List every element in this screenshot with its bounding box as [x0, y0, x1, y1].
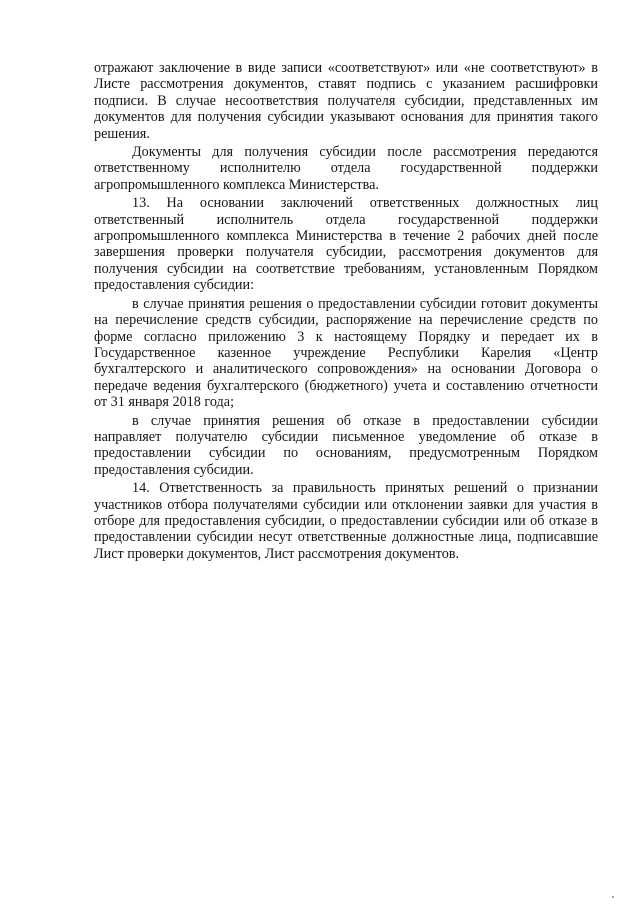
paragraph-documents-transfer: Документы для получения субсидии после рассмотрения передаются ответственному исполнителю отдела государственной поддержки агропромышленного комплекса Министерства. — [94, 144, 598, 193]
scan-artifact — [612, 896, 614, 898]
paragraph-grant-decision: в случае принятия решения о предоставлении субсидии готовит документы на перечисление средств субсидии, распоряжение на перечисление средств по форме согласно приложению 3 к настоящему Порядку и передает их в Государственное казенное учреждение Республики Карелия «Центр бухгалтерского и аналитического сопровождения» на основании Договора о передаче ведения бухгалтерского (бюджетного) учета и составлению отчетности от 31 января 2018 года; — [94, 295, 598, 411]
paragraph-refusal-decision: в случае принятия решения об отказе в предоставлении субсидии направляет получателю субсидии письменное уведомление об отказе в предоставлении субсидии по основаниям, предусмотренным Порядком предоставления субсидии. — [94, 412, 598, 478]
paragraph-conclusion-record: отражают заключение в виде записи «соответствуют» или «не соответствуют» в Листе рассмотрения документов, ставят подпись с указанием расшифровки подписи. В случае несоответствия получателя субсидии, представленных им документов для получения субсидии указывают основания для принятия такого решения. — [94, 60, 598, 142]
paragraph-section-14: 14. Ответственность за правильность принятых решений о признании участников отбора получателями субсидии или отклонении заявки для участия в отборе для предоставления субсидии, о предоставлении субсидии или об отказе в предоставлении субсидии несут ответственные должностные лица, подписавшие Лист проверки документов, Лист рассмотрения документов. — [94, 480, 598, 562]
document-body — [94, 60, 598, 564]
paragraph-section-13: 13. На основании заключений ответственных должностных лиц ответственный исполнитель отдела государственной поддержки агропромышленного комплекса Министерства в течение 2 рабочих дней после завершения проверки получателя субсидии, рассмотрения документов для получения субсидии на соответствие требованиям, установленным Порядком предоставления субсидии: — [94, 195, 598, 294]
